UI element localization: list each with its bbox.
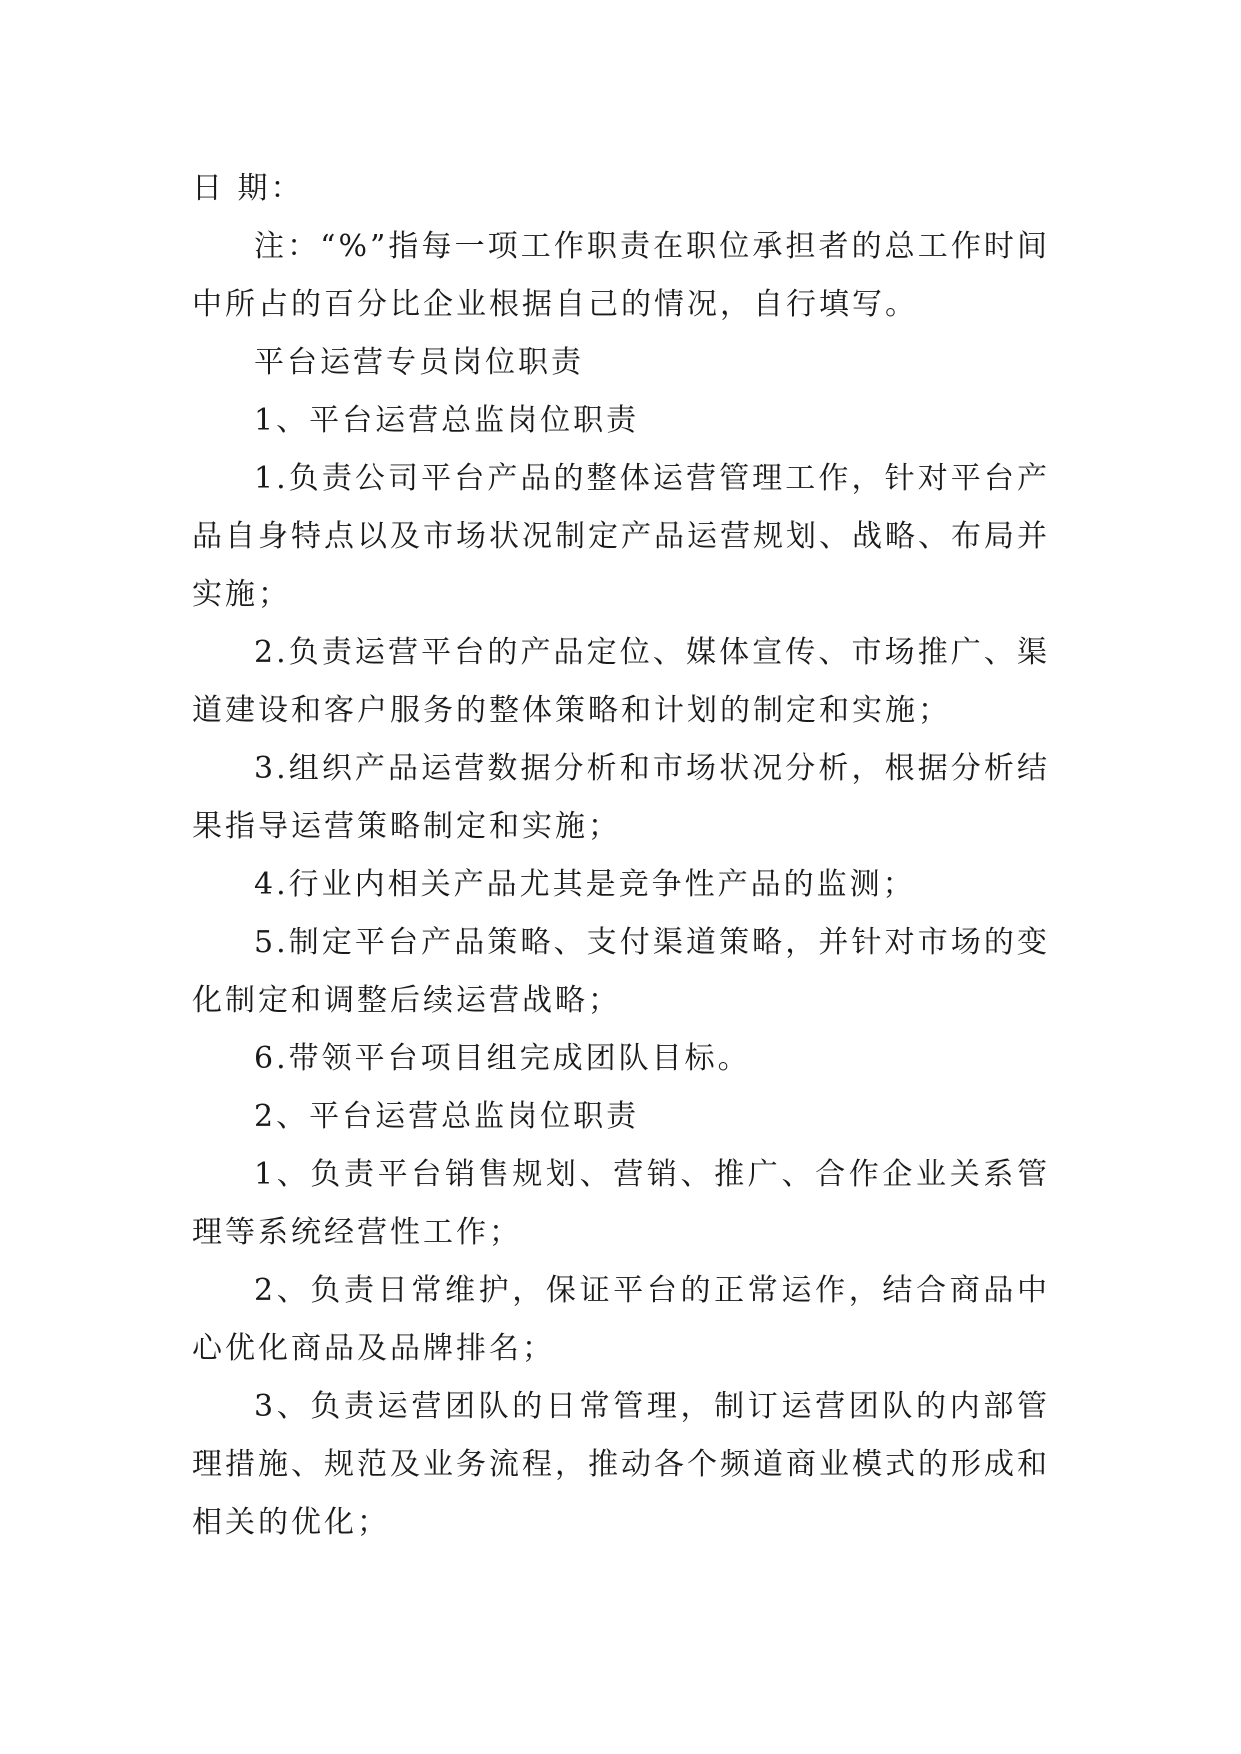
duty-item: 1、负责平台销售规划、营销、推广、合作企业关系管理等系统经营性工作；: [192, 1157, 1050, 1250]
duty-item: 5.制定平台产品策略、支付渠道策略，并针对市场的变化制定和调整后续运营战略；: [192, 925, 1050, 1018]
duty-item: 4.行业内相关产品尤其是竞争性产品的监测；: [254, 867, 916, 902]
note-paragraph: 注：“%”指每一项工作职责在职位承担者的总工作时间中所占的百分比企业根据自己的情况，自行填写。: [192, 229, 1050, 322]
duty-item: 1.负责公司平台产品的整体运营管理工作，针对平台产品自身特点以及市场状况制定产品运营规划、战略、布局并实施；: [192, 461, 1050, 612]
duty-item: 3、负责运营团队的日常管理，制订运营团队的内部管理措施、规范及业务流程，推动各个频道商业模式的形成和相关的优化；: [192, 1389, 1050, 1540]
section-heading-2: 2、平台运营总监岗位职责: [254, 1099, 640, 1134]
duty-item: 2、负责日常维护，保证平台的正常运作，结合商品中心优化商品及品牌排名；: [192, 1273, 1050, 1366]
document-title: 平台运营专员岗位职责: [254, 345, 584, 380]
section-heading-1: 1、平台运营总监岗位职责: [254, 403, 640, 438]
duty-item: 3.组织产品运营数据分析和市场状况分析，根据分析结果指导运营策略制定和实施；: [192, 751, 1050, 844]
duty-item: 2.负责运营平台的产品定位、媒体宣传、市场推广、渠道建设和客户服务的整体策略和计划的制定和实施；: [192, 635, 1050, 728]
duty-item: 6.带领平台项目组完成团队目标。: [254, 1041, 751, 1076]
date-label: 日 期：: [192, 171, 304, 206]
document-page: [192, 160, 1050, 1552]
